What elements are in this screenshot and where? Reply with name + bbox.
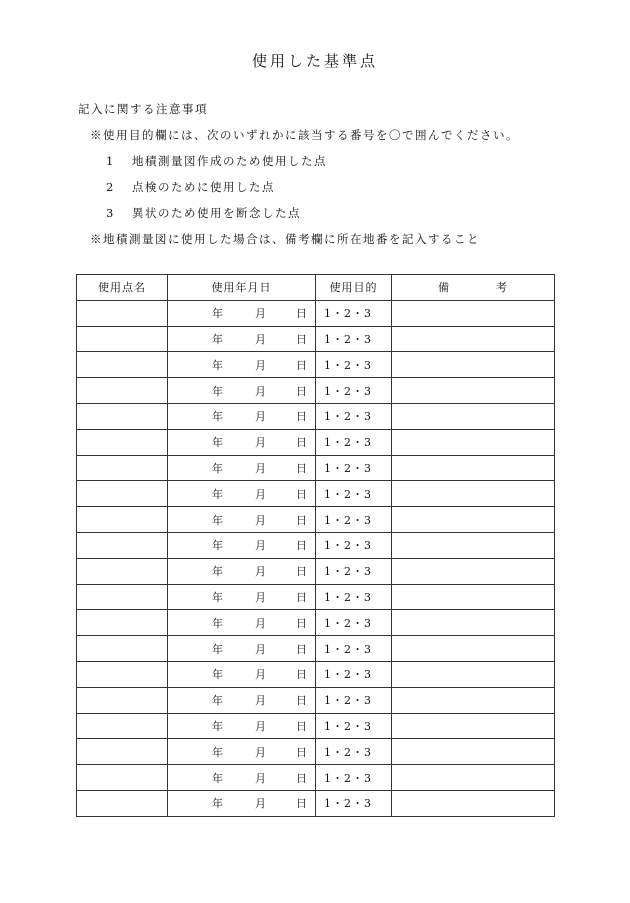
remarks-cell[interactable]: [392, 584, 555, 610]
purpose-note: ※使用目的欄には、次のいずれかに該当する番号を〇で囲んでください。: [90, 128, 519, 142]
year-unit: 年: [212, 565, 224, 579]
month-unit: 月: [255, 539, 267, 553]
date-cell[interactable]: [168, 713, 316, 739]
year-unit: 年: [212, 616, 224, 630]
header-remarks: [392, 275, 555, 301]
purpose-cell[interactable]: 1・2・3: [316, 326, 392, 352]
day-unit: 日: [296, 642, 308, 656]
point-name-cell[interactable]: [77, 532, 168, 558]
table-row: [77, 790, 555, 816]
month-unit: 月: [255, 694, 267, 708]
remarks-cell[interactable]: [392, 403, 555, 429]
point-name-cell[interactable]: [77, 636, 168, 662]
year-unit: 年: [212, 436, 224, 450]
purpose-cell[interactable]: 1・2・3: [316, 739, 392, 765]
remarks-cell[interactable]: [392, 429, 555, 455]
table-row: [77, 584, 555, 610]
table-row: [77, 481, 555, 507]
day-unit: 日: [296, 436, 308, 450]
purpose-cell[interactable]: 1・2・3: [316, 403, 392, 429]
remarks-cell[interactable]: [392, 790, 555, 816]
table-row: [77, 300, 555, 326]
purpose-cell[interactable]: 1・2・3: [316, 481, 392, 507]
table-row: [77, 403, 555, 429]
month-unit: 月: [255, 513, 267, 527]
year-unit: 年: [212, 332, 224, 346]
purpose-cell[interactable]: 1・2・3: [316, 713, 392, 739]
day-unit: 日: [296, 487, 308, 501]
day-unit: 日: [296, 513, 308, 527]
year-unit: 年: [212, 307, 224, 321]
remarks-cell[interactable]: [392, 532, 555, 558]
year-unit: 年: [212, 487, 224, 501]
point-name-cell[interactable]: [77, 455, 168, 481]
point-name-cell[interactable]: [77, 378, 168, 404]
header-date: 使用年月日: [168, 275, 316, 301]
date-cell[interactable]: [168, 352, 316, 378]
remarks-cell[interactable]: [392, 455, 555, 481]
note-item-number: 3: [106, 206, 115, 220]
purpose-cell[interactable]: 1・2・3: [316, 507, 392, 533]
year-unit: 年: [212, 668, 224, 682]
point-name-cell[interactable]: [77, 300, 168, 326]
table-row: [77, 352, 555, 378]
day-unit: 日: [296, 410, 308, 424]
purpose-cell[interactable]: 1・2・3: [316, 765, 392, 791]
month-unit: 月: [255, 616, 267, 630]
table-row: [77, 455, 555, 481]
month-unit: 月: [255, 668, 267, 682]
day-unit: 日: [296, 539, 308, 553]
day-unit: 日: [296, 461, 308, 475]
date-cell[interactable]: [168, 429, 316, 455]
date-cell[interactable]: [168, 739, 316, 765]
year-unit: 年: [212, 358, 224, 372]
purpose-cell[interactable]: 1・2・3: [316, 352, 392, 378]
point-name-cell[interactable]: [77, 403, 168, 429]
month-unit: 月: [255, 797, 267, 811]
date-cell[interactable]: [168, 403, 316, 429]
day-unit: 日: [296, 590, 308, 604]
day-unit: 日: [296, 719, 308, 733]
note-item-2: [78, 181, 519, 207]
notes-section: [78, 103, 519, 259]
date-cell[interactable]: [168, 610, 316, 636]
purpose-cell[interactable]: 1・2・3: [316, 378, 392, 404]
day-unit: 日: [296, 745, 308, 759]
day-unit: 日: [296, 694, 308, 708]
year-unit: 年: [212, 590, 224, 604]
table-row: [77, 507, 555, 533]
year-unit: 年: [212, 642, 224, 656]
remarks-cell[interactable]: [392, 352, 555, 378]
table-row: [77, 378, 555, 404]
purpose-cell[interactable]: 1・2・3: [316, 532, 392, 558]
table-row: [77, 610, 555, 636]
remarks-cell[interactable]: [392, 300, 555, 326]
remarks-cell[interactable]: [392, 765, 555, 791]
date-cell[interactable]: [168, 532, 316, 558]
table-row: [77, 326, 555, 352]
remarks-cell[interactable]: [392, 739, 555, 765]
point-name-cell[interactable]: [77, 610, 168, 636]
table-body: [77, 300, 555, 816]
year-unit: 年: [212, 461, 224, 475]
table-row: [77, 765, 555, 791]
year-unit: 年: [212, 694, 224, 708]
year-unit: 年: [212, 410, 224, 424]
purpose-cell[interactable]: 1・2・3: [316, 300, 392, 326]
date-cell[interactable]: [168, 326, 316, 352]
date-cell[interactable]: [168, 584, 316, 610]
date-cell[interactable]: [168, 558, 316, 584]
date-cell[interactable]: [168, 661, 316, 687]
month-unit: 月: [255, 410, 267, 424]
month-unit: 月: [255, 771, 267, 785]
table-row: [77, 532, 555, 558]
note-item-number: 1: [106, 154, 115, 168]
reference-point-table: [76, 274, 555, 817]
table-row: [77, 713, 555, 739]
notes-heading: 記入に関する注意事項: [78, 102, 208, 116]
day-unit: 日: [296, 616, 308, 630]
remarks-cell[interactable]: [392, 687, 555, 713]
point-name-cell[interactable]: [77, 507, 168, 533]
date-cell[interactable]: [168, 687, 316, 713]
month-unit: 月: [255, 745, 267, 759]
page-title: 使用した基準点: [251, 52, 378, 70]
point-name-cell[interactable]: [77, 687, 168, 713]
purpose-cell[interactable]: 1・2・3: [316, 584, 392, 610]
month-unit: 月: [255, 642, 267, 656]
month-unit: 月: [255, 307, 267, 321]
table-row: [77, 429, 555, 455]
date-cell[interactable]: [168, 790, 316, 816]
day-unit: 日: [296, 358, 308, 372]
date-cell[interactable]: [168, 507, 316, 533]
month-unit: 月: [255, 487, 267, 501]
header-point-name: 使用点名: [77, 275, 168, 301]
day-unit: 日: [296, 668, 308, 682]
point-name-cell[interactable]: [77, 558, 168, 584]
table-row: [77, 636, 555, 662]
note-item-3: [78, 207, 519, 233]
purpose-cell[interactable]: 1・2・3: [316, 790, 392, 816]
day-unit: 日: [296, 565, 308, 579]
month-unit: 月: [255, 719, 267, 733]
remarks-cell[interactable]: [392, 326, 555, 352]
remarks-cell[interactable]: [392, 507, 555, 533]
table-row: [77, 558, 555, 584]
day-unit: 日: [296, 384, 308, 398]
year-unit: 年: [212, 539, 224, 553]
table-row: [77, 661, 555, 687]
year-unit: 年: [212, 771, 224, 785]
year-unit: 年: [212, 719, 224, 733]
remarks-cell[interactable]: [392, 610, 555, 636]
point-name-cell[interactable]: [77, 790, 168, 816]
purpose-cell[interactable]: 1・2・3: [316, 429, 392, 455]
year-unit: 年: [212, 797, 224, 811]
purpose-cell[interactable]: 1・2・3: [316, 636, 392, 662]
remarks-cell[interactable]: [392, 481, 555, 507]
remarks-cell[interactable]: [392, 558, 555, 584]
purpose-cell[interactable]: 1・2・3: [316, 610, 392, 636]
month-unit: 月: [255, 332, 267, 346]
month-unit: 月: [255, 358, 267, 372]
point-name-cell[interactable]: [77, 326, 168, 352]
purpose-cell[interactable]: 1・2・3: [316, 455, 392, 481]
point-name-cell[interactable]: [77, 739, 168, 765]
table-header-row: [77, 275, 555, 301]
year-unit: 年: [212, 745, 224, 759]
remarks-cell[interactable]: [392, 378, 555, 404]
year-unit: 年: [212, 384, 224, 398]
purpose-cell[interactable]: 1・2・3: [316, 558, 392, 584]
note-item-1: [78, 155, 519, 181]
point-name-cell[interactable]: [77, 429, 168, 455]
month-unit: 月: [255, 384, 267, 398]
year-unit: 年: [212, 513, 224, 527]
note-item-text: 地積測量図作成のため使用した点: [132, 154, 327, 168]
note-item-text: 点検のために使用した点: [132, 180, 275, 194]
month-unit: 月: [255, 590, 267, 604]
month-unit: 月: [255, 436, 267, 450]
point-name-cell[interactable]: [77, 584, 168, 610]
remarks-cell[interactable]: [392, 636, 555, 662]
header-purpose: 使用目的: [316, 275, 392, 301]
point-name-cell[interactable]: [77, 713, 168, 739]
point-name-cell[interactable]: [77, 481, 168, 507]
day-unit: 日: [296, 771, 308, 785]
point-name-cell[interactable]: [77, 352, 168, 378]
remarks-cell[interactable]: [392, 661, 555, 687]
table-row: [77, 687, 555, 713]
date-cell[interactable]: [168, 378, 316, 404]
date-cell[interactable]: [168, 300, 316, 326]
day-unit: 日: [296, 797, 308, 811]
date-cell[interactable]: [168, 455, 316, 481]
date-cell[interactable]: [168, 765, 316, 791]
remarks-cell[interactable]: [392, 713, 555, 739]
day-unit: 日: [296, 332, 308, 346]
month-unit: 月: [255, 461, 267, 475]
purpose-cell[interactable]: 1・2・3: [316, 661, 392, 687]
note-item-text: 異状のため使用を断念した点: [132, 206, 301, 220]
point-name-cell[interactable]: [77, 765, 168, 791]
day-unit: 日: [296, 307, 308, 321]
note-item-number: 2: [106, 180, 115, 194]
point-name-cell[interactable]: [77, 661, 168, 687]
remarks-note: ※地積測量図に使用した場合は、備考欄に所在地番を記入すること: [90, 232, 480, 246]
table-row: [77, 739, 555, 765]
header-remarks-a: 備: [438, 281, 450, 295]
header-remarks-b: 考: [496, 281, 508, 295]
date-cell[interactable]: [168, 481, 316, 507]
date-cell[interactable]: [168, 636, 316, 662]
month-unit: 月: [255, 565, 267, 579]
purpose-cell[interactable]: 1・2・3: [316, 687, 392, 713]
